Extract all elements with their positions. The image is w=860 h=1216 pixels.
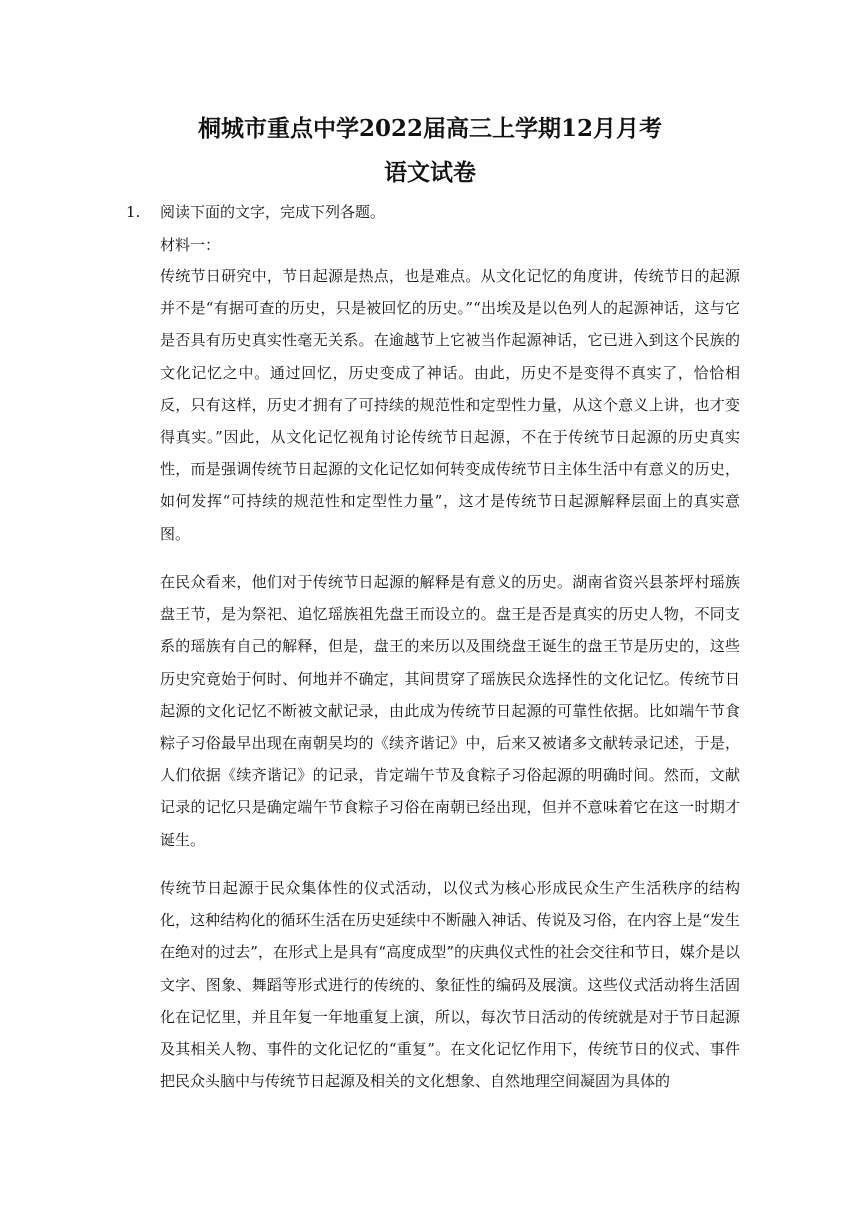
paragraph-1: 传统节日研究中，节日起源是热点，也是难点。从文化记忆的角度讲，传统节日的起源并不是“有据可查的历史，只是被回忆的历史。”“出埃及是以色列人的起源神话，这与它是否具有历史真实性毫无关系。在逾越节上它被当作起源神话，它已进入到这个民族的文化记忆之中。通过回忆，历史变成了神话。由此，历史不是变得不真实了，恰恰相反，只有这样，历史才拥有了可持续的规范性和定型性力量，从这个意义上讲，也才变得真实。”因此，从文化记忆视角讨论传统节日起源，不在于传统节日起源的历史真实性，而是强调传统节日起源的文化记忆如何转变成传统节日主体生活中有意义的历史，如何发挥“可持续的规范性和定型性力量”，这才是传统节日起源解释层面上的真实意图。: [160, 267, 740, 543]
material-label: 材料一：: [160, 236, 221, 254]
exam-subtitle: 语文试卷: [384, 159, 476, 186]
question-prompt: 阅读下面的文字，完成下列各题。: [160, 203, 386, 221]
exam-title: 桐城市重点中学2022届高三上学期12月月考: [197, 115, 663, 142]
question-number: 1.: [126, 203, 141, 221]
paragraph-2: 在民众看来，他们对于传统节日起源的解释是有意义的历史。湖南省资兴县茶坪村瑶族盘王节，是为祭祀、追忆瑶族祖先盘王而设立的。盘王是否是真实的历史人物，不同支系的瑶族有自己的解释，但是，盘王的来历以及围绕盘王诞生的盘王节是历史的，这些历史究竟始于何时、何地并不确定，其间贯穿了瑶族民众选择性的文化记忆。传统节日起源的文化记忆不断被文献记录，由此成为传统节日起源的可靠性依据。比如端午节食粽子习俗最早出现在南朝吴均的《续齐谐记》中，后来又被诸多文献转录记述，于是，人们依据《续齐谐记》的记录，肯定端午节及食粽子习俗起源的明确时间。然而，文献记录的记忆只是确定端午节食粽子习俗在南朝已经出现，但并不意味着它在这一时期才诞生。: [160, 573, 740, 849]
paragraph-3: 传统节日起源于民众集体性的仪式活动，以仪式为核心形成民众生产生活秩序的结构化，这种结构化的循环生活在历史延续中不断融入神话、传说及习俗，在内容上是“发生在绝对的过去”，在形式上是具有“高度成型”的庆典仪式性的社会交往和节日，媒介是以文字、图象、舞蹈等形式进行的传统的、象征性的编码及展演。这些仪式活动将生活固化在记忆里，并且年复一年地重复上演，所以，每次节日活动的传统就是对于节日起源及其相关人物、事件的文化记忆的“重复”。在文化记忆作用下，传统节日的仪式、事件把民众头脑中与传统节日起源及相关的文化想象、自然地理空间凝固为具体的: [160, 879, 740, 1091]
